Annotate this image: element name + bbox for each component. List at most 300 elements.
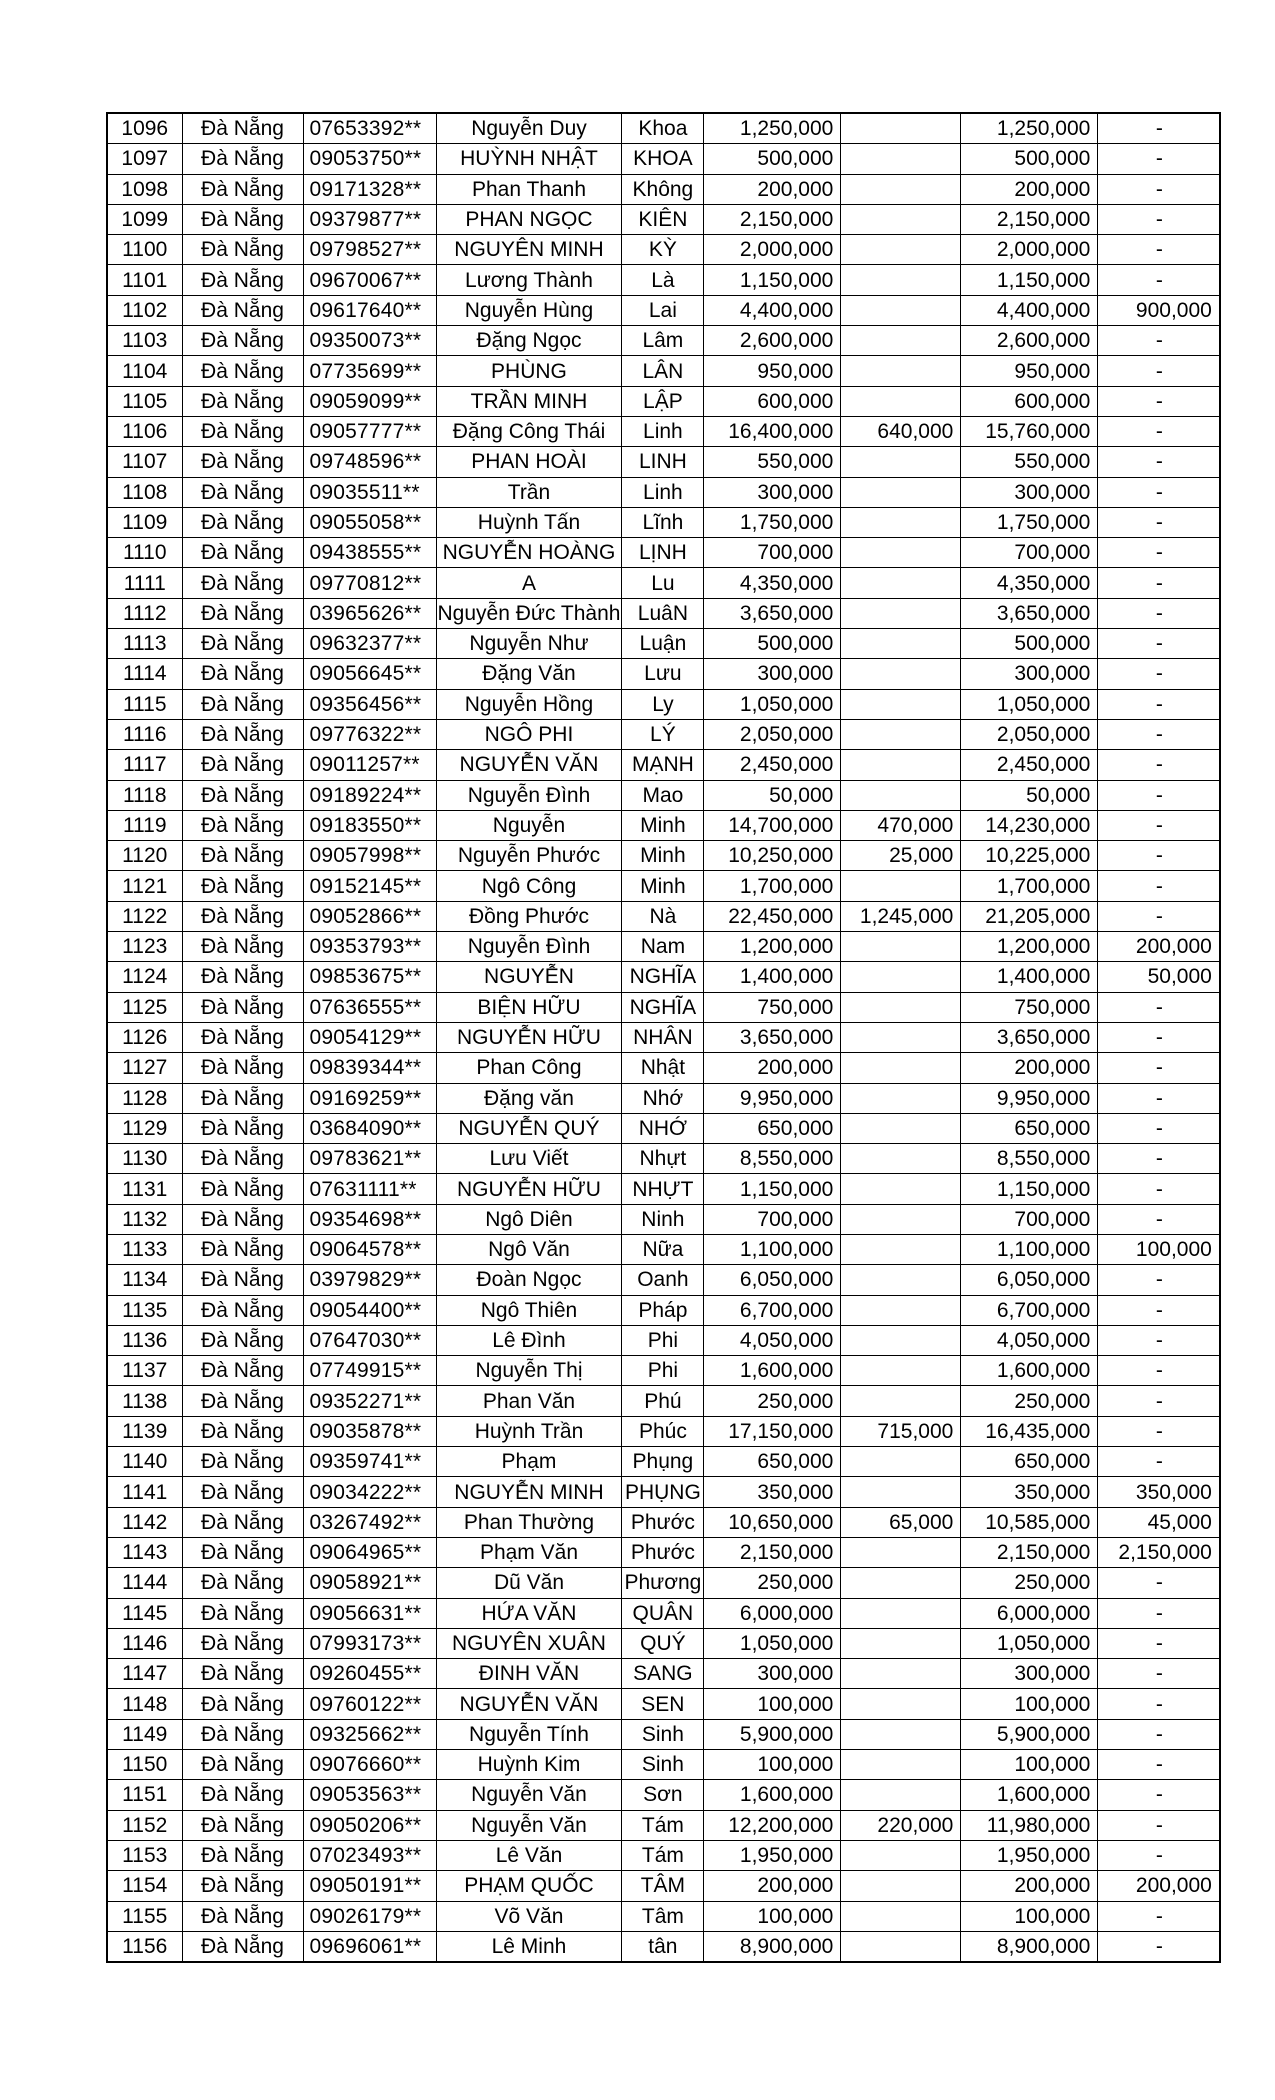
phone-cell: 09064965**: [303, 1537, 436, 1567]
table-row: [107, 386, 1220, 416]
extra-amount-value: -: [1155, 1662, 1163, 1686]
phone-cell: 09054400**: [303, 1295, 436, 1325]
net-amount-cell: 1,700,000: [961, 871, 1098, 901]
net-amount-cell: 1,150,000: [961, 265, 1098, 295]
given-name-cell: Nhựt: [622, 1144, 704, 1174]
amount-cell: 600,000: [704, 386, 841, 416]
fee-cell: 470,000: [841, 810, 961, 840]
extra-amount-cell: [1098, 235, 1220, 265]
phone-cell: 09670067**: [303, 265, 436, 295]
table-row: [107, 1083, 1220, 1113]
given-name-cell: PHỤNG: [622, 1477, 704, 1507]
extra-amount-value: -: [1155, 1026, 1163, 1050]
surname-cell: NGUYÊN XUÂN: [436, 1628, 622, 1658]
net-amount-cell: 300,000: [961, 1659, 1098, 1689]
given-name-cell: Nhớ: [622, 1083, 704, 1113]
extra-amount-value: -: [1155, 1086, 1163, 1110]
net-amount-cell: 2,150,000: [961, 204, 1098, 234]
extra-amount-cell: [1098, 1174, 1220, 1204]
extra-amount-cell: [1098, 1325, 1220, 1355]
phone-cell: 07653392**: [303, 113, 436, 144]
surname-cell: Nguyễn Đình: [436, 780, 622, 810]
table-row: [107, 1477, 1220, 1507]
given-name-cell: Minh: [622, 871, 704, 901]
table-row: [107, 598, 1220, 628]
amount-cell: 4,350,000: [704, 568, 841, 598]
extra-amount-value: -: [1155, 1844, 1163, 1868]
fee-cell: 25,000: [841, 841, 961, 871]
phone-cell: 09359741**: [303, 1447, 436, 1477]
phone-cell: 09853675**: [303, 962, 436, 992]
row-number: 1121: [107, 871, 182, 901]
extra-amount-cell: [1098, 356, 1220, 386]
amount-cell: 300,000: [704, 1659, 841, 1689]
surname-cell: Nguyễn Hồng: [436, 689, 622, 719]
surname-cell: Lê Đình: [436, 1325, 622, 1355]
amount-cell: 100,000: [704, 1750, 841, 1780]
net-amount-cell: 16,435,000: [961, 1416, 1098, 1446]
phone-cell: 09350073**: [303, 326, 436, 356]
phone-cell: 07993173**: [303, 1628, 436, 1658]
extra-amount-cell: [1098, 629, 1220, 659]
phone-cell: 09057777**: [303, 416, 436, 446]
net-amount-cell: 1,200,000: [961, 932, 1098, 962]
row-number: 1149: [107, 1719, 182, 1749]
fee-cell: [841, 1386, 961, 1416]
fee-cell: [841, 1537, 961, 1567]
net-amount-cell: 50,000: [961, 780, 1098, 810]
city-cell: Đà Nẵng: [182, 204, 303, 234]
table-row: [107, 1174, 1220, 1204]
table-body: [107, 113, 1220, 1962]
extra-amount-value: -: [1155, 1419, 1163, 1443]
extra-amount-cell: [1098, 1871, 1220, 1901]
given-name-cell: Tám: [622, 1810, 704, 1840]
table-row: [107, 1356, 1220, 1386]
city-cell: Đà Nẵng: [182, 689, 303, 719]
net-amount-cell: 300,000: [961, 659, 1098, 689]
net-amount-cell: 500,000: [961, 629, 1098, 659]
amount-cell: 2,150,000: [704, 1537, 841, 1567]
phone-cell: 09064578**: [303, 1234, 436, 1264]
city-cell: Đà Nẵng: [182, 992, 303, 1022]
city-cell: Đà Nẵng: [182, 447, 303, 477]
phone-cell: 07636555**: [303, 992, 436, 1022]
given-name-cell: Lu: [622, 568, 704, 598]
net-amount-cell: 700,000: [961, 1204, 1098, 1234]
surname-cell: Đoàn Ngọc: [436, 1265, 622, 1295]
table-row: [107, 841, 1220, 871]
extra-amount-cell: [1098, 1628, 1220, 1658]
surname-cell: Phan Thanh: [436, 174, 622, 204]
net-amount-cell: 9,950,000: [961, 1083, 1098, 1113]
surname-cell: Ngô Thiên: [436, 1295, 622, 1325]
extra-amount-cell: [1098, 962, 1220, 992]
given-name-cell: SEN: [622, 1689, 704, 1719]
surname-cell: Dũ Văn: [436, 1568, 622, 1598]
phone-cell: 09776322**: [303, 719, 436, 749]
given-name-cell: Khoa: [622, 113, 704, 144]
surname-cell: NGUYỄN VĂN: [436, 1689, 622, 1719]
extra-amount-cell: [1098, 780, 1220, 810]
given-name-cell: Không: [622, 174, 704, 204]
extra-amount-cell: [1098, 1234, 1220, 1264]
extra-amount-value: -: [1155, 1753, 1163, 1777]
row-number: 1101: [107, 265, 182, 295]
fee-cell: [841, 962, 961, 992]
row-number: 1148: [107, 1689, 182, 1719]
donation-table: [106, 112, 1221, 1963]
table-row: [107, 477, 1220, 507]
net-amount-cell: 10,225,000: [961, 841, 1098, 871]
phone-cell: 07647030**: [303, 1325, 436, 1355]
phone-cell: 09052866**: [303, 901, 436, 931]
given-name-cell: NHỰT: [622, 1174, 704, 1204]
table-row: [107, 719, 1220, 749]
extra-amount-value: 200,000: [1135, 935, 1212, 959]
extra-amount-cell: [1098, 1386, 1220, 1416]
surname-cell: Nguyễn Đình: [436, 932, 622, 962]
phone-cell: 09783621**: [303, 1144, 436, 1174]
amount-cell: 17,150,000: [704, 1416, 841, 1446]
given-name-cell: LẬP: [622, 386, 704, 416]
surname-cell: Lương Thành: [436, 265, 622, 295]
given-name-cell: Ly: [622, 689, 704, 719]
surname-cell: Đặng Ngọc: [436, 326, 622, 356]
extra-amount-cell: [1098, 507, 1220, 537]
city-cell: Đà Nẵng: [182, 1931, 303, 1962]
amount-cell: 14,700,000: [704, 810, 841, 840]
phone-cell: 09839344**: [303, 1053, 436, 1083]
surname-cell: Phạm: [436, 1447, 622, 1477]
surname-cell: HUỲNH NHẬT: [436, 144, 622, 174]
row-number: 1130: [107, 1144, 182, 1174]
row-number: 1102: [107, 295, 182, 325]
table-row: [107, 113, 1220, 144]
extra-amount-cell: [1098, 1659, 1220, 1689]
extra-amount-cell: [1098, 1931, 1220, 1962]
surname-cell: Huỳnh Trần: [436, 1416, 622, 1446]
row-number: 1146: [107, 1628, 182, 1658]
surname-cell: Trần: [436, 477, 622, 507]
city-cell: Đà Nẵng: [182, 629, 303, 659]
extra-amount-value: -: [1155, 1177, 1163, 1201]
city-cell: Đà Nẵng: [182, 235, 303, 265]
phone-cell: 09076660**: [303, 1750, 436, 1780]
given-name-cell: Tám: [622, 1840, 704, 1870]
extra-amount-value: -: [1155, 1692, 1163, 1716]
phone-cell: 09035878**: [303, 1416, 436, 1446]
amount-cell: 1,700,000: [704, 871, 841, 901]
fee-cell: [841, 235, 961, 265]
city-cell: Đà Nẵng: [182, 1901, 303, 1931]
table-row: [107, 1416, 1220, 1446]
phone-cell: 09798527**: [303, 235, 436, 265]
extra-amount-cell: [1098, 598, 1220, 628]
row-number: 1105: [107, 386, 182, 416]
amount-cell: 700,000: [704, 1204, 841, 1234]
surname-cell: Đặng văn: [436, 1083, 622, 1113]
net-amount-cell: 100,000: [961, 1750, 1098, 1780]
amount-cell: 10,250,000: [704, 841, 841, 871]
city-cell: Đà Nẵng: [182, 1840, 303, 1870]
extra-amount-cell: [1098, 1598, 1220, 1628]
phone-cell: 09438555**: [303, 538, 436, 568]
phone-cell: 09748596**: [303, 447, 436, 477]
surname-cell: NGUYỄN MINH: [436, 1477, 622, 1507]
given-name-cell: Phụng: [622, 1447, 704, 1477]
row-number: 1145: [107, 1598, 182, 1628]
table-row: [107, 1053, 1220, 1083]
row-number: 1151: [107, 1780, 182, 1810]
phone-cell: 09183550**: [303, 810, 436, 840]
table-row: [107, 144, 1220, 174]
row-number: 1109: [107, 507, 182, 537]
given-name-cell: TÂM: [622, 1871, 704, 1901]
phone-cell: 03965626**: [303, 598, 436, 628]
fee-cell: [841, 1901, 961, 1931]
phone-cell: 09356456**: [303, 689, 436, 719]
extra-amount-value: -: [1155, 753, 1163, 777]
net-amount-cell: 1,400,000: [961, 962, 1098, 992]
given-name-cell: MẠNH: [622, 750, 704, 780]
net-amount-cell: 1,600,000: [961, 1356, 1098, 1386]
net-amount-cell: 550,000: [961, 447, 1098, 477]
given-name-cell: Nhật: [622, 1053, 704, 1083]
amount-cell: 1,750,000: [704, 507, 841, 537]
amount-cell: 1,600,000: [704, 1356, 841, 1386]
net-amount-cell: 6,700,000: [961, 1295, 1098, 1325]
net-amount-cell: 11,980,000: [961, 1810, 1098, 1840]
phone-cell: 09325662**: [303, 1719, 436, 1749]
row-number: 1125: [107, 992, 182, 1022]
table-row: [107, 1689, 1220, 1719]
table-row: [107, 326, 1220, 356]
table-row: [107, 629, 1220, 659]
row-number: 1139: [107, 1416, 182, 1446]
net-amount-cell: 250,000: [961, 1568, 1098, 1598]
fee-cell: [841, 144, 961, 174]
table-row: [107, 1840, 1220, 1870]
extra-amount-cell: [1098, 1447, 1220, 1477]
table-row: [107, 447, 1220, 477]
fee-cell: 65,000: [841, 1507, 961, 1537]
fee-cell: [841, 1931, 961, 1962]
fee-cell: [841, 265, 961, 295]
extra-amount-value: -: [1155, 995, 1163, 1019]
row-number: 1126: [107, 1022, 182, 1052]
extra-amount-cell: [1098, 719, 1220, 749]
extra-amount-value: -: [1155, 1722, 1163, 1746]
phone-cell: 03979829**: [303, 1265, 436, 1295]
phone-cell: 09354698**: [303, 1204, 436, 1234]
extra-amount-value: -: [1155, 662, 1163, 686]
surname-cell: ĐINH VĂN: [436, 1659, 622, 1689]
surname-cell: Nguyễn: [436, 810, 622, 840]
city-cell: Đà Nẵng: [182, 871, 303, 901]
city-cell: Đà Nẵng: [182, 1174, 303, 1204]
row-number: 1116: [107, 719, 182, 749]
row-number: 1141: [107, 1477, 182, 1507]
surname-cell: PHAN HOÀI: [436, 447, 622, 477]
amount-cell: 500,000: [704, 144, 841, 174]
extra-amount-cell: [1098, 174, 1220, 204]
fee-cell: [841, 538, 961, 568]
surname-cell: Nguyễn Thị: [436, 1356, 622, 1386]
amount-cell: 250,000: [704, 1386, 841, 1416]
city-cell: Đà Nẵng: [182, 1628, 303, 1658]
extra-amount-cell: [1098, 871, 1220, 901]
net-amount-cell: 1,050,000: [961, 1628, 1098, 1658]
surname-cell: Ngô Diên: [436, 1204, 622, 1234]
extra-amount-value: -: [1155, 1571, 1163, 1595]
extra-amount-cell: [1098, 416, 1220, 446]
phone-cell: 09770812**: [303, 568, 436, 598]
extra-amount-value: -: [1155, 117, 1163, 141]
fee-cell: [841, 204, 961, 234]
amount-cell: 1,150,000: [704, 265, 841, 295]
phone-cell: 09054129**: [303, 1022, 436, 1052]
extra-amount-value: -: [1155, 1329, 1163, 1353]
fee-cell: [841, 1780, 961, 1810]
net-amount-cell: 14,230,000: [961, 810, 1098, 840]
extra-amount-cell: [1098, 1265, 1220, 1295]
city-cell: Đà Nẵng: [182, 386, 303, 416]
fee-cell: [841, 871, 961, 901]
surname-cell: NGUYỄN VĂN: [436, 750, 622, 780]
table-row: [107, 992, 1220, 1022]
phone-cell: 09035511**: [303, 477, 436, 507]
phone-cell: 09760122**: [303, 1689, 436, 1719]
fee-cell: [841, 1568, 961, 1598]
surname-cell: Nguyễn Phước: [436, 841, 622, 871]
net-amount-cell: 350,000: [961, 1477, 1098, 1507]
given-name-cell: Nữa: [622, 1234, 704, 1264]
row-number: 1110: [107, 538, 182, 568]
extra-amount-cell: [1098, 689, 1220, 719]
row-number: 1107: [107, 447, 182, 477]
extra-amount-value: -: [1155, 450, 1163, 474]
net-amount-cell: 2,050,000: [961, 719, 1098, 749]
surname-cell: Huỳnh Tấn: [436, 507, 622, 537]
fee-cell: [841, 629, 961, 659]
given-name-cell: Luận: [622, 629, 704, 659]
row-number: 1111: [107, 568, 182, 598]
city-cell: Đà Nẵng: [182, 265, 303, 295]
net-amount-cell: 2,000,000: [961, 235, 1098, 265]
surname-cell: Lê Minh: [436, 1931, 622, 1962]
city-cell: Đà Nẵng: [182, 1507, 303, 1537]
fee-cell: [841, 1447, 961, 1477]
net-amount-cell: 600,000: [961, 386, 1098, 416]
fee-cell: [841, 113, 961, 144]
row-number: 1154: [107, 1871, 182, 1901]
net-amount-cell: 200,000: [961, 1871, 1098, 1901]
amount-cell: 5,900,000: [704, 1719, 841, 1749]
extra-amount-value: -: [1155, 692, 1163, 716]
fee-cell: [841, 1598, 961, 1628]
surname-cell: Nguyễn Đức Thành: [436, 598, 622, 628]
extra-amount-value: -: [1155, 1934, 1163, 1958]
table-row: [107, 1659, 1220, 1689]
phone-cell: 09034222**: [303, 1477, 436, 1507]
extra-amount-cell: [1098, 1810, 1220, 1840]
city-cell: Đà Nẵng: [182, 295, 303, 325]
extra-amount-value: 2,150,000: [1118, 1541, 1212, 1565]
extra-amount-value: 900,000: [1135, 298, 1212, 322]
given-name-cell: LINH: [622, 447, 704, 477]
given-name-cell: Nam: [622, 932, 704, 962]
amount-cell: 8,550,000: [704, 1144, 841, 1174]
amount-cell: 300,000: [704, 659, 841, 689]
given-name-cell: Nà: [622, 901, 704, 931]
surname-cell: NGUYỄN HỮU: [436, 1022, 622, 1052]
given-name-cell: Là: [622, 265, 704, 295]
row-number: 1134: [107, 1265, 182, 1295]
city-cell: Đà Nẵng: [182, 1083, 303, 1113]
table-row: [107, 356, 1220, 386]
amount-cell: 200,000: [704, 1871, 841, 1901]
net-amount-cell: 1,950,000: [961, 1840, 1098, 1870]
table-row: [107, 1719, 1220, 1749]
extra-amount-value: -: [1155, 238, 1163, 262]
table-row: [107, 1901, 1220, 1931]
net-amount-cell: 4,400,000: [961, 295, 1098, 325]
extra-amount-value: -: [1155, 571, 1163, 595]
fee-cell: [841, 598, 961, 628]
table-row: [107, 1022, 1220, 1052]
city-cell: Đà Nẵng: [182, 1810, 303, 1840]
phone-cell: 09053750**: [303, 144, 436, 174]
fee-cell: [841, 719, 961, 749]
fee-cell: [841, 1113, 961, 1143]
table-row: [107, 1325, 1220, 1355]
city-cell: Đà Nẵng: [182, 810, 303, 840]
amount-cell: 2,600,000: [704, 326, 841, 356]
extra-amount-cell: [1098, 1416, 1220, 1446]
fee-cell: 715,000: [841, 1416, 961, 1446]
row-number: 1098: [107, 174, 182, 204]
table-row: [107, 1628, 1220, 1658]
table-row: [107, 1750, 1220, 1780]
city-cell: Đà Nẵng: [182, 113, 303, 144]
amount-cell: 50,000: [704, 780, 841, 810]
net-amount-cell: 15,760,000: [961, 416, 1098, 446]
row-number: 1152: [107, 1810, 182, 1840]
given-name-cell: Pháp: [622, 1295, 704, 1325]
extra-amount-value: -: [1155, 813, 1163, 837]
phone-cell: 09260455**: [303, 1659, 436, 1689]
given-name-cell: NGHĨA: [622, 992, 704, 1022]
table-row: [107, 962, 1220, 992]
net-amount-cell: 1,750,000: [961, 507, 1098, 537]
row-number: 1138: [107, 1386, 182, 1416]
fee-cell: [841, 1295, 961, 1325]
amount-cell: 100,000: [704, 1901, 841, 1931]
surname-cell: Phan Công: [436, 1053, 622, 1083]
net-amount-cell: 300,000: [961, 477, 1098, 507]
table-row: [107, 235, 1220, 265]
extra-amount-cell: [1098, 1537, 1220, 1567]
net-amount-cell: 1,100,000: [961, 1234, 1098, 1264]
given-name-cell: QUÝ: [622, 1628, 704, 1658]
fee-cell: [841, 507, 961, 537]
row-number: 1123: [107, 932, 182, 962]
extra-amount-cell: [1098, 932, 1220, 962]
given-name-cell: NGHĨA: [622, 962, 704, 992]
extra-amount-value: 200,000: [1135, 1874, 1212, 1898]
given-name-cell: Ninh: [622, 1204, 704, 1234]
